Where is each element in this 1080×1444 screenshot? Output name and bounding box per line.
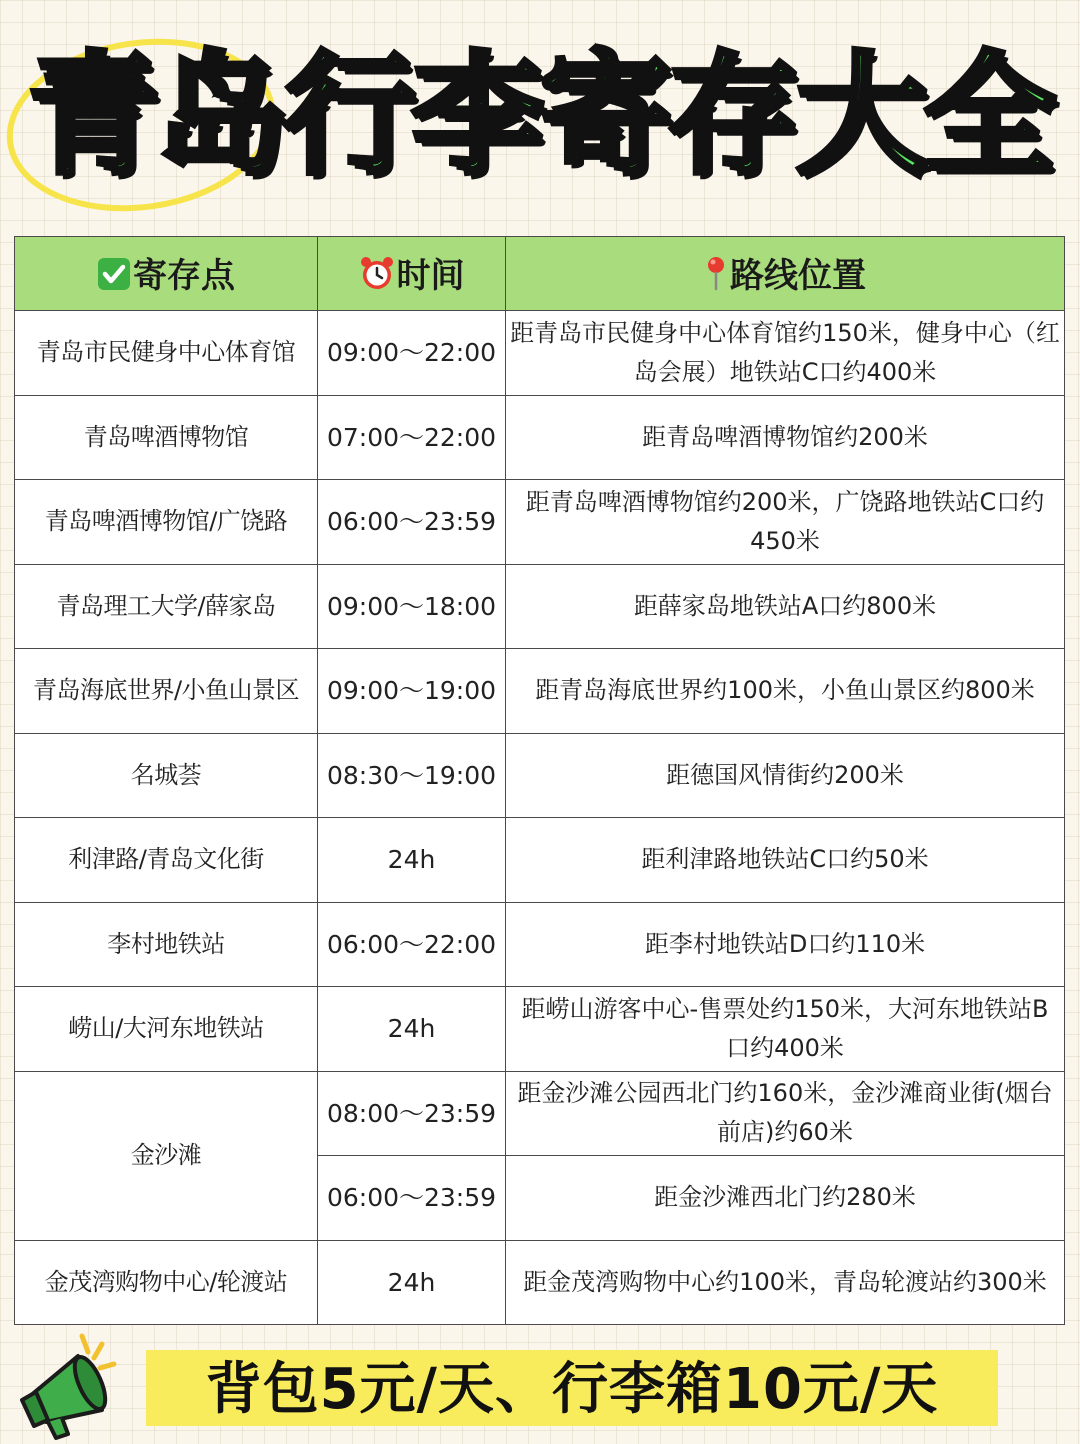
header-location-label: 寄存点: [133, 255, 235, 296]
time-cell: 09:00～19:00: [318, 649, 506, 734]
price-text: 背包5元/天、行李箱10元/天: [205, 1357, 939, 1422]
header-route: [506, 237, 1065, 311]
page-title: 青岛行李寄存大全: [28, 39, 1052, 193]
route-cell: 距青岛啤酒博物馆约200米，广饶路地铁站C口约450米: [506, 480, 1065, 565]
location-cell: 青岛海底世界/小鱼山景区: [15, 649, 318, 734]
time-cell: 24h: [318, 818, 506, 903]
location-cell: 青岛理工大学/薛家岛: [15, 564, 318, 649]
header-time-label: 时间: [396, 255, 465, 296]
time-cell: 06:00～23:59: [318, 480, 506, 565]
time-cell: 24h: [318, 1240, 506, 1325]
table-row: [15, 564, 1065, 649]
route-cell: 距德国风情街约200米: [506, 733, 1065, 818]
alarm-clock-icon: [359, 255, 395, 300]
location-cell: 李村地铁站: [15, 902, 318, 987]
time-cell: 06:00～22:00: [318, 902, 506, 987]
check-mark-icon: [97, 257, 131, 300]
time-cell: 07:00～22:00: [318, 395, 506, 480]
route-cell: 距崂山游客中心-售票处约150米，大河东地铁站B口约400米: [506, 987, 1065, 1072]
location-cell: 青岛啤酒博物馆/广饶路: [15, 480, 318, 565]
route-cell: 距青岛海底世界约100米，小鱼山景区约800米: [506, 649, 1065, 734]
time-cell: 09:00～22:00: [318, 311, 506, 396]
footer: [0, 1330, 1080, 1443]
location-cell: 名城荟: [15, 733, 318, 818]
time-cell: 24h: [318, 987, 506, 1072]
storage-table: [14, 236, 1065, 1325]
header-route-label: 路线位置: [730, 255, 866, 296]
route-cell: 距金茂湾购物中心约100米，青岛轮渡站约300米: [506, 1240, 1065, 1325]
location-cell: 利津路/青岛文化街: [15, 818, 318, 903]
route-cell: 距金沙滩公园西北门约160米，金沙滩商业街(烟台前店)约60米: [506, 1071, 1065, 1156]
route-cell: 距青岛市民健身中心体育馆约150米，健身中心（红岛会展）地铁站C口约400米: [506, 311, 1065, 396]
table-row: [15, 1071, 1065, 1156]
location-cell: 金沙滩: [15, 1071, 318, 1240]
location-cell: 青岛市民健身中心体育馆: [15, 311, 318, 396]
time-cell: 08:30～19:00: [318, 733, 506, 818]
route-cell: 距金沙滩西北门约280米: [506, 1156, 1065, 1241]
route-cell: 距薛家岛地铁站A口约800米: [506, 564, 1065, 649]
table-row: [15, 1240, 1065, 1325]
location-cell: 崂山/大河东地铁站: [15, 987, 318, 1072]
table-row: [15, 902, 1065, 987]
route-cell: 距李村地铁站D口约110米: [506, 902, 1065, 987]
table-row: [15, 395, 1065, 480]
table-row: [15, 311, 1065, 396]
time-cell: 09:00～18:00: [318, 564, 506, 649]
time-cell: 06:00～23:59: [318, 1156, 506, 1241]
table-row: [15, 987, 1065, 1072]
route-cell: 距利津路地铁站C口约50米: [506, 818, 1065, 903]
header-time: [318, 237, 506, 311]
title-area: [0, 20, 1080, 220]
route-cell: 距青岛啤酒博物馆约200米: [506, 395, 1065, 480]
table-row: [15, 649, 1065, 734]
time-cell: 08:00～23:59: [318, 1071, 506, 1156]
megaphone-icon: [10, 1330, 130, 1440]
location-cell: 青岛啤酒博物馆: [15, 395, 318, 480]
table-header-row: [15, 237, 1065, 311]
table-row: [15, 733, 1065, 818]
location-cell: 金茂湾购物中心/轮渡站: [15, 1240, 318, 1325]
table-row: [15, 818, 1065, 903]
header-location: [15, 237, 318, 311]
table-row: [15, 480, 1065, 565]
pin-icon: [704, 255, 728, 300]
